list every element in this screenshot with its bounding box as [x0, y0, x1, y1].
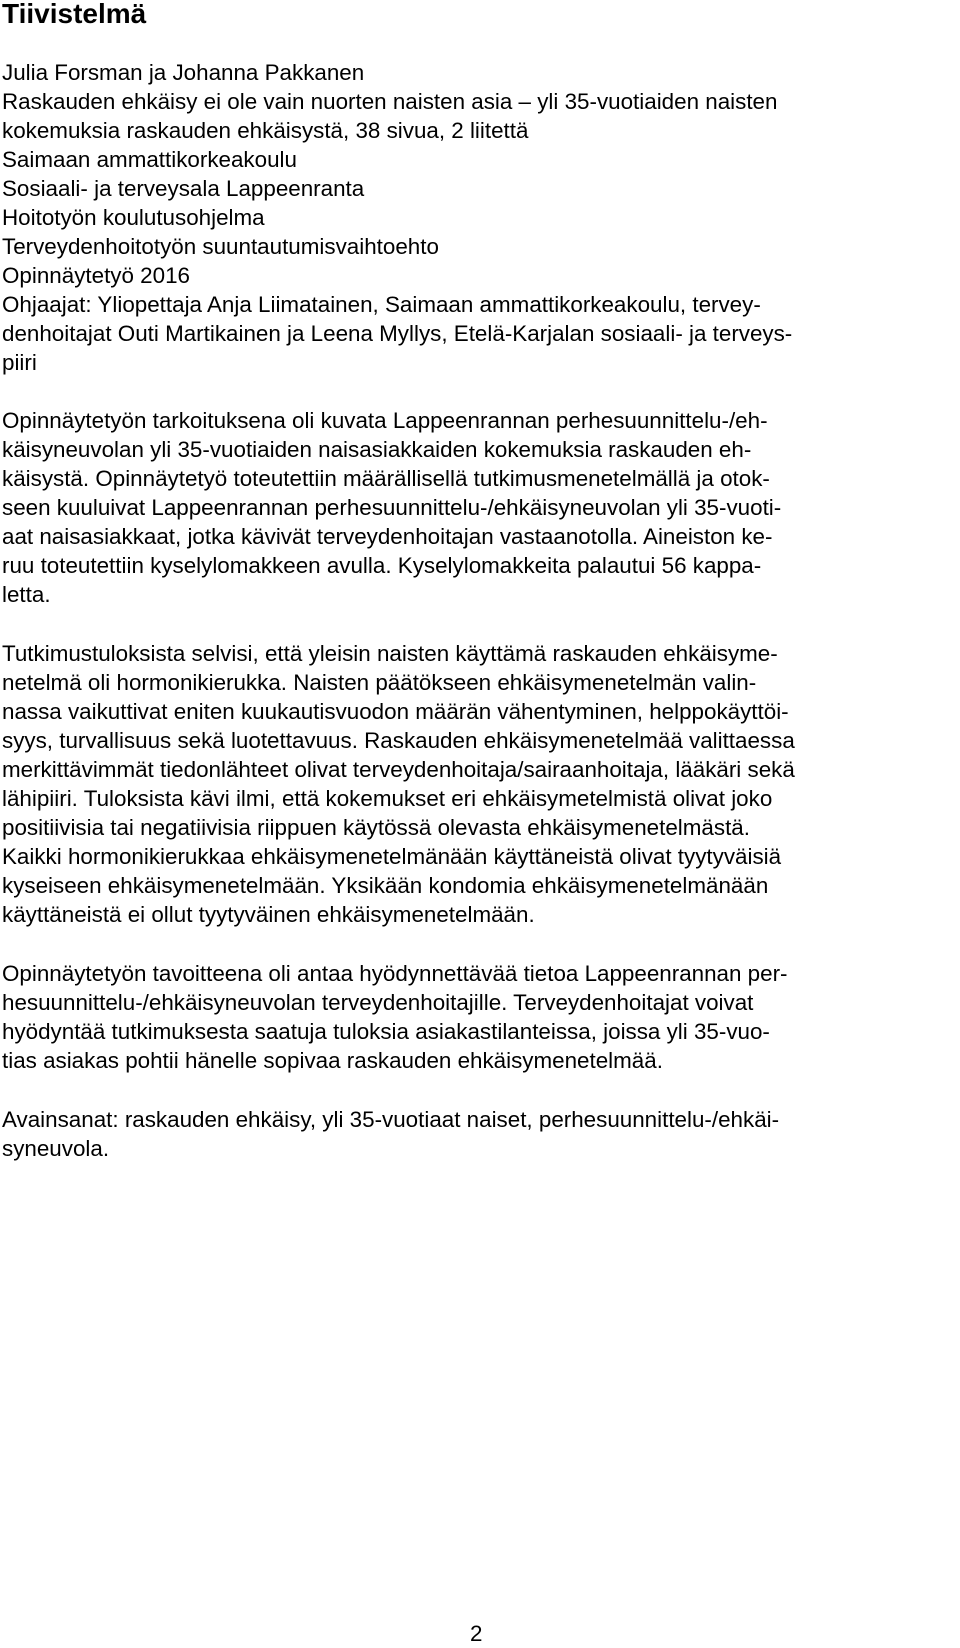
paragraph-line: positiivisia tai negatiivisia riippuen käytössä olevasta ehkäisymenetelmästä. — [2, 815, 750, 840]
paragraph-line: nassa vaikuttivat eniten kuukautisvuodon määrän vähentyminen, helppokäyttöi- — [2, 699, 789, 724]
paragraph-line: lähipiiri. Tuloksista kävi ilmi, että kokemukset eri ehkäisymetelmistä olivat joko — [2, 786, 773, 811]
faculty: Sosiaali- ja terveysala Lappeenranta — [2, 176, 365, 201]
thesis-title-line-2: kokemuksia raskauden ehkäisystä, 38 sivua, 2 liitettä — [2, 118, 529, 143]
paragraph-line: letta. — [2, 582, 51, 607]
paragraph-line: Opinnäytetyön tavoitteena oli antaa hyödynnettävää tietoa Lappeenrannan per- — [2, 961, 788, 986]
keywords-line: Avainsanat: raskauden ehkäisy, yli 35-vuotiaat naiset, perhesuunnittelu-/ehkäi- — [2, 1107, 780, 1132]
paragraph-line: Opinnäytetyön tarkoituksena oli kuvata Lappeenrannan perhesuunnittelu-/eh- — [2, 408, 768, 433]
degree-programme: Hoitotyön koulutusohjelma — [2, 205, 265, 230]
paragraph-line: hyödyntää tutkimuksesta saatuja tuloksia asiakastilanteissa, joissa yli 35-vuo- — [2, 1019, 770, 1044]
supervisors-line-2: denhoitajat Outi Martikainen ja Leena Myllys, Etelä-Karjalan sosiaali- ja terveys- — [2, 321, 793, 346]
paragraph-line: tias asiakas pohtii hänelle sopivaa raskauden ehkäisymenetelmää. — [2, 1048, 663, 1073]
paragraph-line: Tutkimustuloksista selvisi, että yleisin naisten käyttämä raskauden ehkäisyme- — [2, 641, 778, 666]
paragraph-line: netelmä oli hormonikierukka. Naisten päätökseen ehkäisymenetelmän valin- — [2, 670, 757, 695]
supervisors-line-1: Ohjaajat: Yliopettaja Anja Liimatainen, Saimaan ammattikorkeakoulu, tervey- — [2, 292, 761, 317]
paragraph-line: käisystä. Opinnäytetyö toteutettiin määrällisellä tutkimusmenetelmällä ja otok- — [2, 466, 770, 491]
paragraph-line: kyseiseen ehkäisymenetelmään. Yksikään kondomia ehkäisymenetelmänään — [2, 873, 769, 898]
thesis-title-line-1: Raskauden ehkäisy ei ole vain nuorten naisten asia – yli 35-vuotiaiden naisten — [2, 89, 778, 114]
paragraph-line: seen kuuluivat Lappeenrannan perhesuunnittelu-/ehkäisyneuvolan yli 35-vuoti- — [2, 495, 782, 520]
university: Saimaan ammattikorkeakoulu — [2, 147, 297, 172]
paragraph-line: aat naisasiakkaat, jotka kävivät terveydenhoitajan vastaanotolla. Aineiston ke- — [2, 524, 773, 549]
page-title: Tiivistelmä — [2, 0, 147, 29]
page-number: 2 — [470, 1621, 483, 1646]
thesis-year: Opinnäytetyö 2016 — [2, 263, 190, 288]
keywords-line: syneuvola. — [2, 1136, 110, 1161]
paragraph-line: hesuunnittelu-/ehkäisyneuvolan terveydenhoitajille. Terveydenhoitajat voivat — [2, 990, 754, 1015]
paragraph-line: syys, turvallisuus sekä luotettavuus. Raskauden ehkäisymenetelmää valittaessa — [2, 728, 795, 753]
paragraph-line: käyttäneistä ei ollut tyytyväinen ehkäisymenetelmään. — [2, 902, 535, 927]
supervisors-line-3: piiri — [2, 350, 37, 375]
specialisation: Terveydenhoitotyön suuntautumisvaihtoehto — [2, 234, 439, 259]
paragraph-line: käisyneuvolan yli 35-vuotiaiden naisasiakkaiden kokemuksia raskauden eh- — [2, 437, 752, 462]
paragraph-line: merkittävimmät tiedonlähteet olivat terveydenhoitaja/sairaanhoitaja, lääkäri sekä — [2, 757, 795, 782]
paragraph-line: ruu toteutettiin kyselylomakkeen avulla. Kyselylomakkeita palautui 56 kappa- — [2, 553, 762, 578]
authors: Julia Forsman ja Johanna Pakkanen — [2, 60, 365, 85]
paragraph-line: Kaikki hormonikierukkaa ehkäisymenetelmänään käyttäneistä olivat tyytyväisiä — [2, 844, 782, 869]
